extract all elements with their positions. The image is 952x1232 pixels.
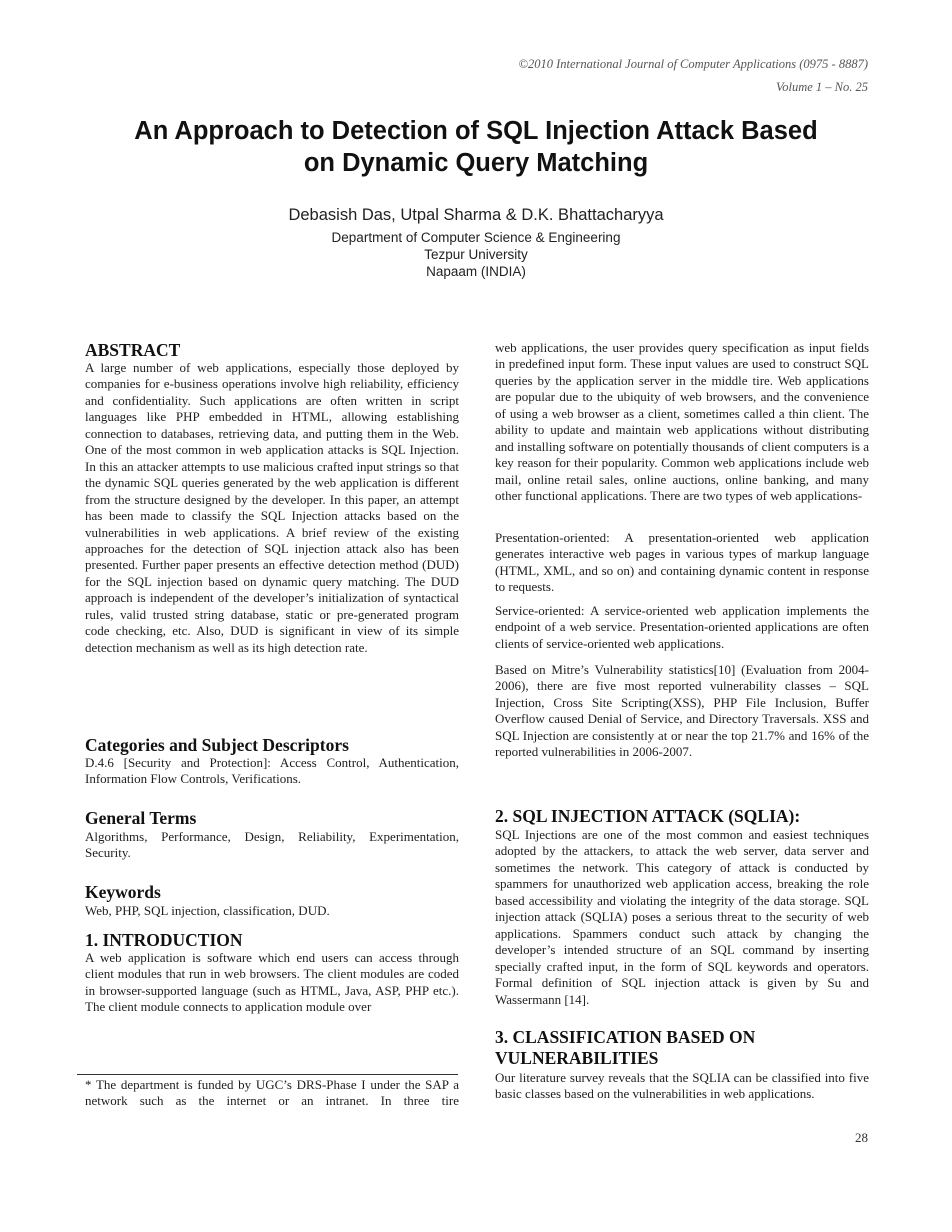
categories-text: D.4.6 [Security and Protection]: Access Control, Authentication, Information Flow Controls, Verifications. [85, 755, 459, 787]
categories-heading: Categories and Subject Descriptors [85, 735, 349, 755]
intro-continued-text: web applications, the user provides query specification as input fields in predefined input form. These input values are used to construct SQL queries by the application server in the middle tire. Web applications are popular due to the ubiquity of web browsers, and the convenience of using a web browser as a client, sometimes called a thin client. The ability to update and maintain web applications without distributing and installing software on potentially thousands of client computers is a key reason for their popularity. Common web applications include web mail, online retail sales, online auctions, online banking, and many other functional applications. There are two types of web applications- [495, 340, 869, 504]
footnote-text: * The department is funded by UGC’s DRS-Phase I under the SAP a network such as the internet or an intranet. In three tire [85, 1077, 459, 1109]
paper-title-line-1: An Approach to Detection of SQL Injection Attack Based [134, 117, 818, 145]
paper-title [0, 115, 952, 179]
affiliation-university: Tezpur University [424, 247, 528, 262]
introduction-text: A web application is software which end users can access through client modules that run in web browsers. The client modules are coded in browser-supported language (such as HTML, Java, ASP, PHP etc.). The client module connects to application module over [85, 950, 459, 1015]
classification-heading-line-2: VULNERABILITIES [495, 1048, 659, 1068]
affiliation-department: Department of Computer Science & Engineering [331, 230, 621, 245]
paper-title-line-2: on Dynamic Query Matching [303, 149, 649, 177]
abstract-text: A large number of web applications, especially those deployed by companies for e-business operations involve high reliability, efficiency and confidentiality. Such applications are often written in script languages like PHP embedded in HTML, allowing establishing connection to databases, retrieving data, and putting them in the Web. One of the most common in web application attacks is SQL Injection. In this an attacker attempts to use malicious crafted input strings so that the dynamic SQL queries generated by the web application is different from the structure designed by the developer. In this paper, an attempt has been made to classify the SQL Injection attacks based on the vulnerabilities in web applications. A brief review of the existing approaches for the detection of SQL injection attack also has been presented. Further paper presents an effective detection method (DUD) for the SQL injection based on dynamic query matching. The DUD approach is independent of the developer’s initialization of syntactical rules, valid trusted string database, static or pre-generated program code checking, etc. Also, DUD is significant in view of its simple detection mechanism as well as its high detection rate. [85, 360, 459, 655]
presentation-oriented-text: Presentation-oriented: A presentation-oriented web application generates interactive web pages in various types of markup language (HTML, XML, and so on) and containing dynamic content in response to requests. [495, 530, 869, 595]
keywords-text: Web, PHP, SQL injection, classification, DUD. [85, 903, 330, 918]
journal-header: ©2010 International Journal of Computer Applications (0975 - 8887) [518, 57, 868, 71]
footnote-divider [77, 1074, 458, 1075]
sqlia-text: SQL Injections are one of the most common and easiest techniques adopted by the attackers, to attack the web server, data server and sometimes the network. This category of attack is conducted by spammers for unauthorized web application access, breaking the role based accessibility and violating the integrity of the data storage. SQL injection attack (SQLIA) poses a serious threat to the security of web applications. Spammers conduct such attack by changing the developer’s intended structure of an SQL command by inserting specially crafted input, in the form of SQL keywords and operators. Formal definition of SQL injection attack is given by Su and Wassermann [14]. [495, 827, 869, 1007]
classification-heading-line-1: 3. CLASSIFICATION BASED ON [495, 1027, 756, 1047]
mitre-statistics-text: Based on Mitre’s Vulnerability statistics[10] (Evaluation from 2004-2006), there are five most reported vulnerability classes – SQL Injection, Cross Site Scripting(XSS), PHP File Inclusion, Buffer Overflow caused Denial of Service, and Directory Traversals. XSS and SQL Injection are consistently at or near the top 21.7% and 16% of the reported vulnerabilities in 2006-2007. [495, 662, 869, 760]
affiliation-location: Napaam (INDIA) [426, 264, 526, 279]
classification-text: Our literature survey reveals that the SQLIA can be classified into five basic classes based on the vulnerabilities in web applications. [495, 1070, 869, 1102]
introduction-heading: 1. INTRODUCTION [85, 930, 243, 950]
volume-header: Volume 1 – No. 25 [775, 80, 868, 94]
general-terms-text: Algorithms, Performance, Design, Reliability, Experimentation, Security. [85, 829, 459, 861]
sqlia-heading: 2. SQL INJECTION ATTACK (SQLIA): [495, 806, 801, 826]
classification-heading [495, 1027, 869, 1068]
keywords-heading: Keywords [85, 882, 161, 902]
service-oriented-text: Service-oriented: A service-oriented web application implements the endpoint of a web service. Presentation-oriented applications are often clients of service-oriented web applications. [495, 603, 869, 651]
abstract-heading: ABSTRACT [85, 340, 181, 360]
general-terms-heading: General Terms [85, 808, 197, 828]
page-number: 28 [855, 1130, 868, 1145]
author-names: Debasish Das, Utpal Sharma & D.K. Bhattacharyya [288, 206, 664, 224]
